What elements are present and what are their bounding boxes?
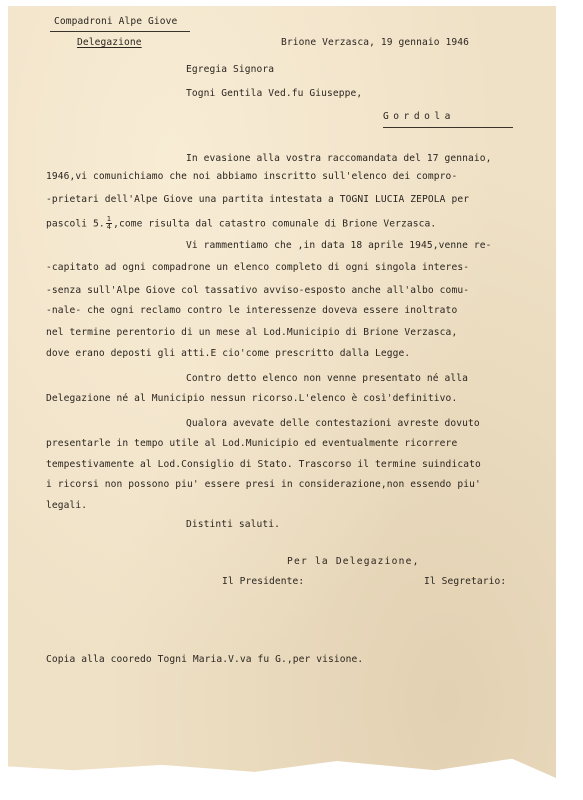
p1-line-3: -prietari dell'Alpe Giove una partita intestata a TOGNI LUCIA ZEPOLA per <box>46 194 470 205</box>
for-delegation: Per la Delegazione, <box>287 556 420 567</box>
president-label: Il Presidente: <box>222 576 305 587</box>
p1-line-4 <box>46 216 436 231</box>
p2-line-4: -nale- che ogni reclamo contro le interessenze doveva essere inoltrato <box>46 305 458 316</box>
p4-line-4: i ricorsi non possono piu' essere presi in considerazione,non essendo piu' <box>46 479 481 490</box>
p1-line-1: In evasione alla vostra raccomandata del 17 gennaio, <box>186 153 492 164</box>
p3-line-2: Delegazione né al Municipio nessun ricorso.L'elenco è così'definitivo. <box>46 393 458 404</box>
org-underline <box>50 31 190 32</box>
p4-line-1: Qualora avevate delle contestazioni avreste dovuto <box>186 418 480 429</box>
p3-line-1: Contro detto elenco non venne presentato né alla <box>186 373 469 384</box>
place-date: Brione Verzasca, 19 gennaio 1946 <box>281 37 470 48</box>
p2-line-6: dove erano deposti gli atti.E cio'come prescritto dalla Legge. <box>46 348 411 359</box>
pascoli-fraction: $\frac{1}{4}$ <box>106 215 112 231</box>
p2-line-1: Vi rammentiamo che ,in data 18 aprile 1945,venne re- <box>186 240 492 251</box>
p2-line-5: nel termine perentorio di un mese al Lod.Municipio di Brione Verzasca, <box>46 327 458 338</box>
org-name: Compadroni Alpe Giove <box>54 16 178 27</box>
org-unit: Delegazione <box>77 37 142 48</box>
p4-line-2: presentarle in tempo utile al Lod.Municipio ed eventualmente ricorrere <box>46 438 458 449</box>
p2-line-3: -senza sull'Alpe Giove col tassativo avviso-esposto anche all'albo comu- <box>46 285 470 296</box>
p1-line-4-text: ,come risulta dal catastro comunale di Brione Verzasca. <box>113 218 437 230</box>
p2-line-2: -capitato ad ogni compadrone un elenco completo di ogni singola interes- <box>46 262 470 273</box>
p1-line-2: 1946,vi comunichiamo che noi abbiamo inscritto sull'elenco dei compro- <box>46 171 458 182</box>
p4-line-5: legali. <box>46 500 88 511</box>
recipient-name: Togni Gentila Ved.fu Giuseppe, <box>186 88 363 99</box>
closing: Distinti saluti. <box>186 519 281 530</box>
recipient-town: Gordola <box>383 111 455 122</box>
copy-note: Copia alla cooredo Togni Maria.V.va fu G.,per visione. <box>46 654 364 665</box>
town-underline <box>383 127 513 128</box>
p4-line-3: tempestivamente al Lod.Consiglio di Stato. Trascorso il termine suindicato <box>46 459 481 470</box>
recipient-salutation: Egregia Signora <box>186 64 275 75</box>
secretary-label: Il Segretario: <box>424 576 507 587</box>
pascoli-amount: pascoli 5. <box>46 218 105 230</box>
